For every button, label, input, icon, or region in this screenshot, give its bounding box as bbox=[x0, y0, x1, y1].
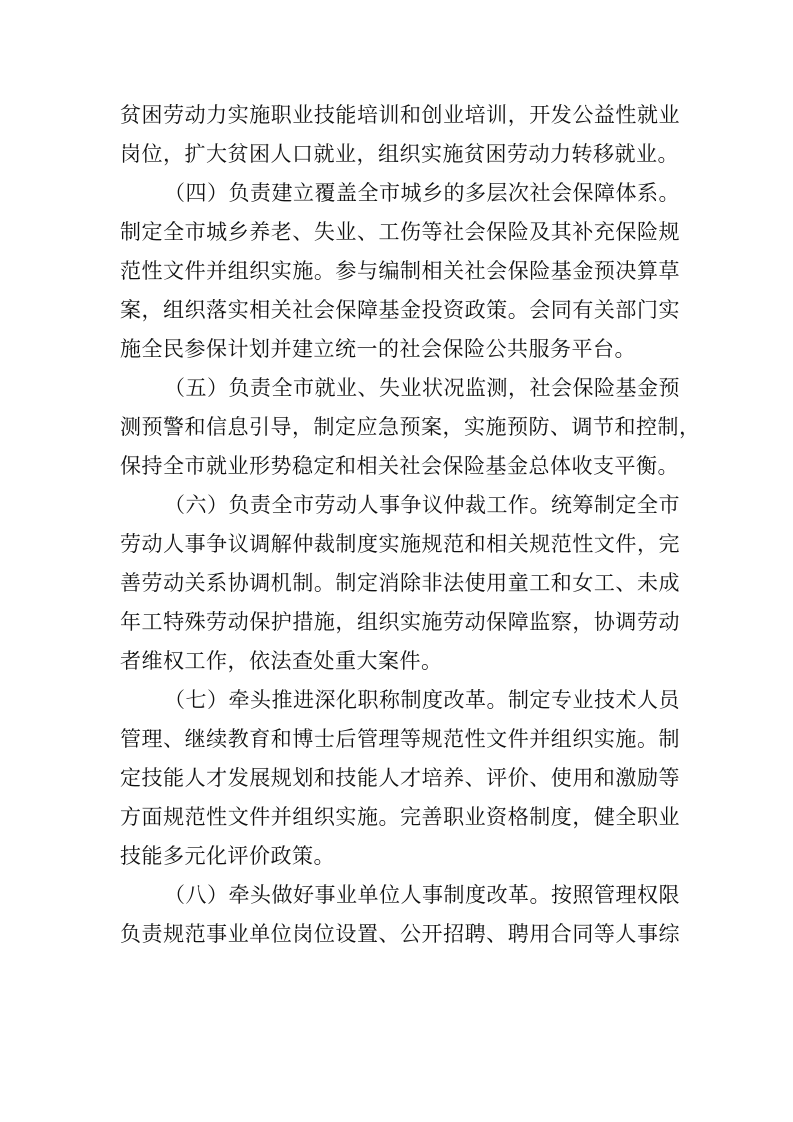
text-line: 善劳动关系协调机制。制定消除非法使用童工和女工、未成 bbox=[120, 571, 680, 595]
text-line: 施全民参保计划并建立统一的社会保险公共服务平台。 bbox=[120, 337, 636, 361]
text-line: （六）负责全市劳动人事争议仲裁工作。统筹制定全市 bbox=[164, 493, 680, 517]
text-line: 范性文件并组织实施。参与编制相关社会保险基金预决算草 bbox=[120, 259, 680, 283]
text-line: （四）负责建立覆盖全市城乡的多层次社会保障体系。 bbox=[164, 181, 680, 205]
text-line: 管理、继续教育和博士后管理等规范性文件并组织实施。制 bbox=[120, 727, 680, 751]
text-line: 测预警和信息引导，制定应急预案，实施预防、调节和控制， bbox=[120, 415, 701, 439]
text-line: 劳动人事争议调解仲裁制度实施规范和相关规范性文件，完 bbox=[120, 532, 680, 556]
text-line: 案，组织落实相关社会保障基金投资政策。会同有关部门实 bbox=[120, 298, 680, 322]
text-line: 保持全市就业形势稳定和相关社会保险基金总体收支平衡。 bbox=[120, 454, 679, 478]
text-line: （七）牵头推进深化职称制度改革。制定专业技术人员 bbox=[164, 688, 680, 712]
text-line: （八）牵头做好事业单位人事制度改革。按照管理权限 bbox=[164, 883, 680, 907]
document-body bbox=[120, 96, 701, 954]
text-line: 技能多元化评价政策。 bbox=[120, 844, 335, 868]
text-line: 定技能人才发展规划和技能人才培养、评价、使用和激励等 bbox=[120, 766, 680, 790]
text-line: 负责规范事业单位岗位设置、公开招聘、聘用合同等人事综 bbox=[120, 922, 680, 946]
text-line: 制定全市城乡养老、失业、工伤等社会保险及其补充保险规 bbox=[120, 220, 680, 244]
text-line: 岗位，扩大贫困人口就业，组织实施贫困劳动力转移就业。 bbox=[120, 142, 679, 166]
text-line: 年工特殊劳动保护措施，组织实施劳动保障监察，协调劳动 bbox=[120, 610, 680, 634]
text-line: 方面规范性文件并组织实施。完善职业资格制度，健全职业 bbox=[120, 805, 680, 829]
text-line: 贫困劳动力实施职业技能培训和创业培训，开发公益性就业 bbox=[120, 103, 680, 127]
text-line: （五）负责全市就业、失业状况监测，社会保险基金预 bbox=[164, 376, 680, 400]
text-line: 者维权工作，依法查处重大案件。 bbox=[120, 649, 443, 673]
